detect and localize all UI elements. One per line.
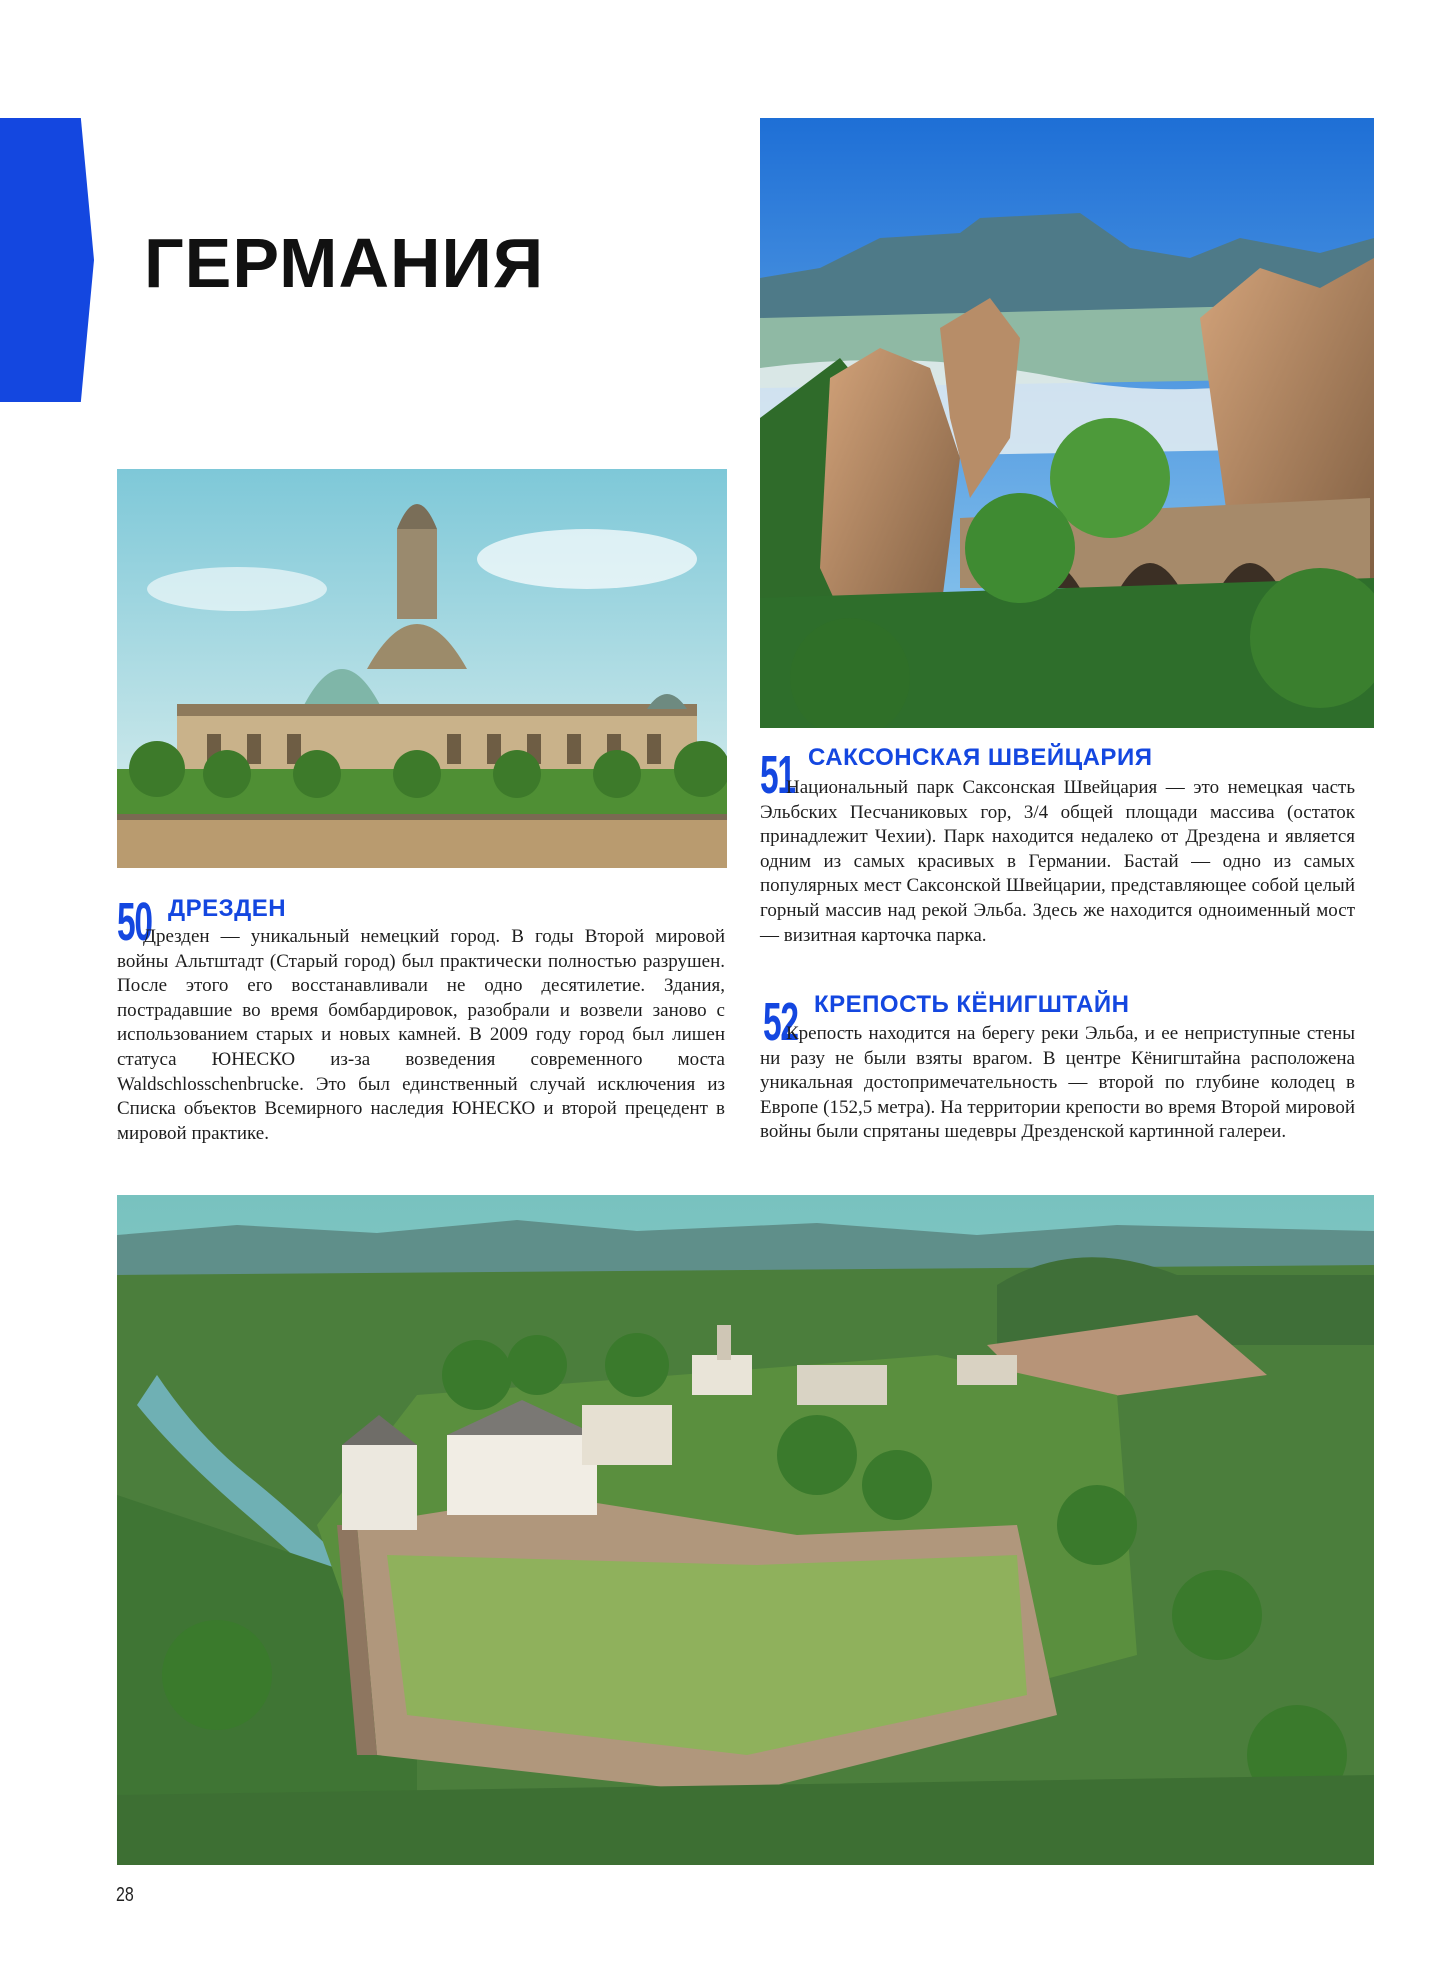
section-text-koenigstein: Крепость находится на берегу реки Эльба, и ее неприступные стены ни разу не были взяты врагом. В центре Кёнигштайна расположена уникальная достопримечательность — второй по глубине колодец в Европе (152,5 метра). На территории крепости во время Второй мировой войны были спрятаны шедевры Дрезденской картинной галереи. [760, 1023, 1355, 1143]
page-number: 28 [116, 1884, 134, 1906]
dresden-skyline-photo [117, 469, 727, 868]
section-text-saxon-switzerland: Национальный парк Саксонская Швейцария — это немецкая часть Эльбских Песчаниковых гор, 3/4 общей площади массива (остаток принадлежит Чехии). Парк находится недалеко от Дрездена и является одним из самых красивых в Германии. Бастай — одно из самых популярных мест Саксонской Швейцарии, представляющее собой целый горный массив над рекой Эльба. Здесь же находится одноименный мост — визитная карточка парка. [760, 777, 1355, 946]
bastei-bridge-photo [760, 118, 1374, 728]
page-title: ГЕРМАНИЯ [144, 224, 545, 302]
section-title-dresden: ДРЕЗДЕН [168, 895, 287, 922]
section-number-50: 50 [117, 892, 152, 952]
section-text-dresden: Дрезден — уникальный немецкий город. В годы Второй мировой войны Альтштадт (Старый город) был практически полностью разрушен. После этого его восстанавливали не одно десятилетие. Здания, пострадавшие во время бомбардировок, разобрали и возвели заново с использованием старых и новых камней. В 2009 году город был лишен статуса ЮНЕСКО из-за возведения современного моста Waldschlosschenbrucke. Это был единственный случай исключения из Списка объектов Всемирного наследия ЮНЕСКО и второй прецедент в мировой практике. [117, 926, 725, 1144]
koenigstein-fortress-photo [117, 1195, 1374, 1865]
section-number-52: 52 [763, 992, 798, 1052]
chapter-banner [0, 118, 94, 402]
section-title-saxon-switzerland: САКСОНСКАЯ ШВЕЙЦАРИЯ [808, 744, 1153, 771]
section-title-koenigstein: КРЕПОСТЬ КЁНИГШТАЙН [814, 991, 1130, 1018]
section-number-51: 51 [760, 745, 795, 805]
